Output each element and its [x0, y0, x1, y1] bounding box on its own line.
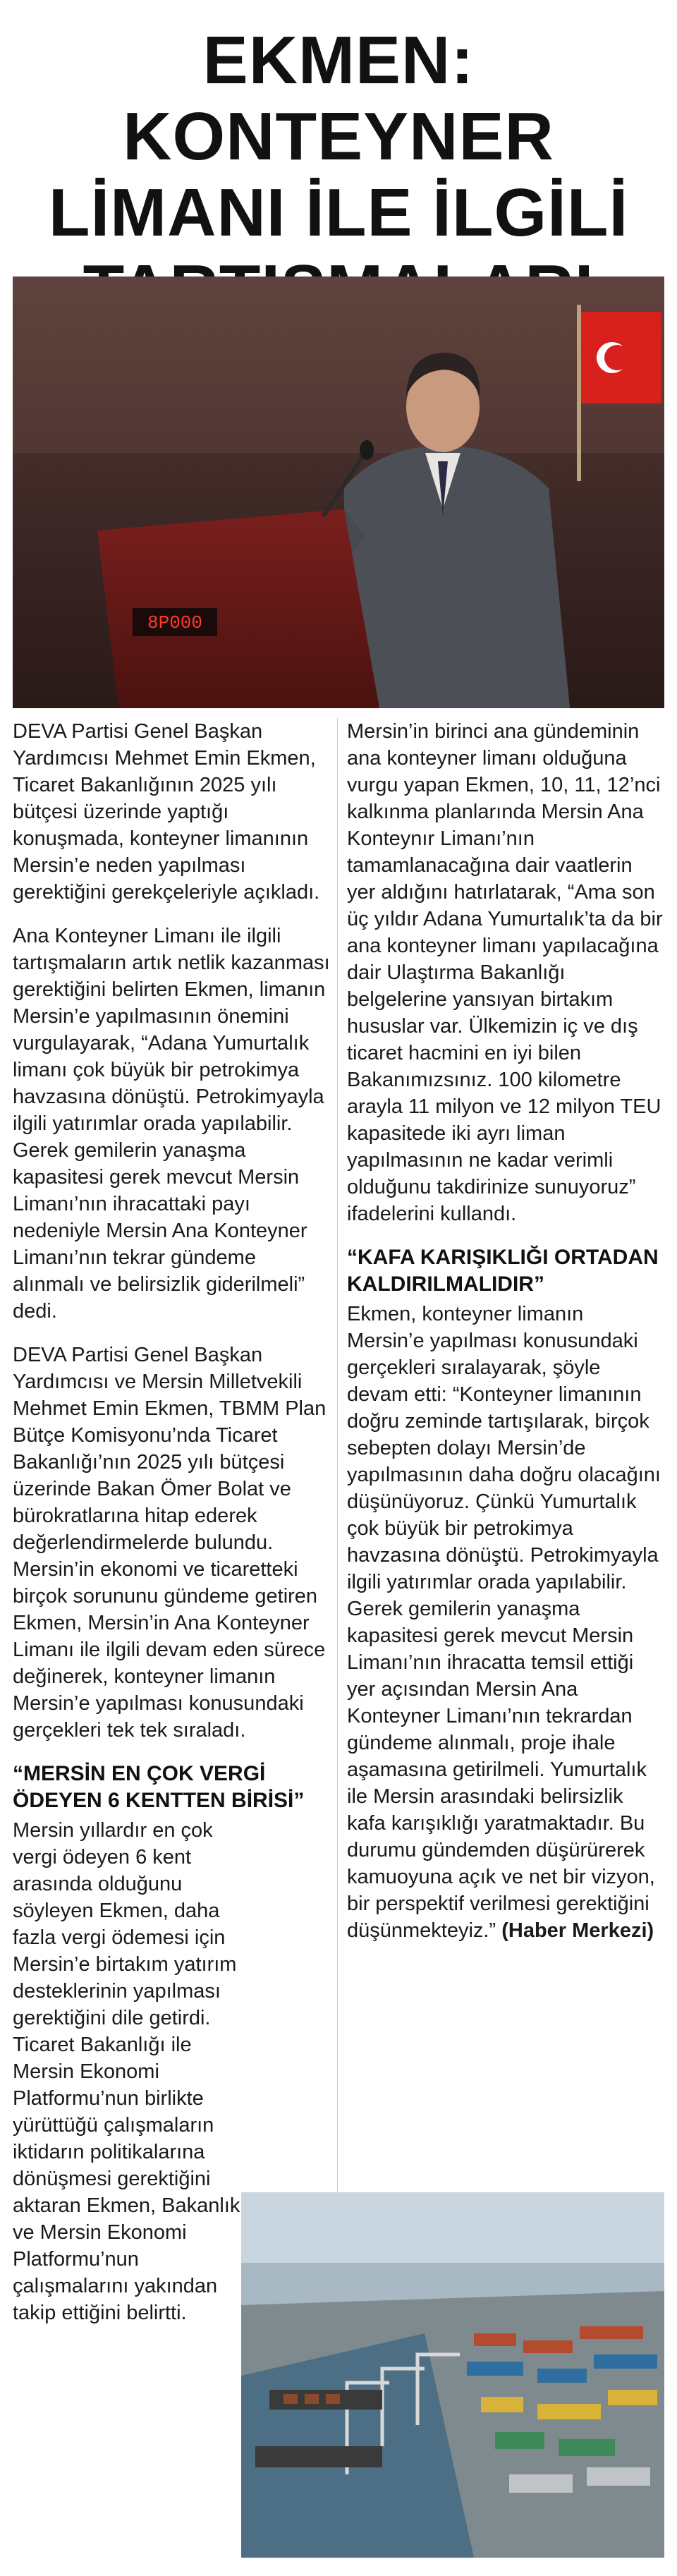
left-subheading: “MERSİN EN ÇOK VERGİ ÖDEYEN 6 KENTTEN BİRİSİ”: [13, 1762, 305, 1812]
speaker-photo: [13, 277, 664, 708]
port-photo-icon: [241, 2192, 664, 2558]
left-paragraph-3: DEVA Partisi Genel Başkan Yardımcısı ve Mersin Milletvekili Mehmet Emin Ekmen, TBMM Plan Bütçe Komisyonu’nda Ticaret Bakanlığı’nın 2025 yılı bütçesi üzerinde Bakan Ömer Bolat ve bürokratlarına hitap ederek değerlendirmelerde bulundu. Mersin’in ekonomi ve ticaretteki birçok sorununu gündeme getiren Ekmen, Mersin’in Ana Konteyner Limanı ile ilgili devam eden sürece değinerek, konteyner limanın Mersin’e yapılması konusundaki gerçekleri tek tek sıraladı.: [13, 1344, 327, 1742]
left-paragraph-1: DEVA Partisi Genel Başkan Yardımcısı Mehmet Emin Ekmen, Ticaret Bakanlığının 2025 yılı bütçesi üzerinde yaptığı konuşmada, konteyner limanının Mersin’e neden yapılması gerektiğini gerekçeleriyle açıkladı.: [13, 720, 320, 904]
right-paragraph-1: Mersin’in birinci ana gündeminin ana konteyner limanı olduğuna vurgu yapan Ekmen, 10, 11, 12’nci kalkınma planlarında Mersin Ana Konteynır Limanı’nın tamamlanacağına dair vaatlerin yer aldığını hatırlatarak, “Ama son üç yıldır Adana Yumurtalık’ta da bir ana konteyner limanı yapılacağına dair Ulaştırma Bakanlığı belgelerine yansıyan birtakım hususlar var. Ülkemizin iç ve dış ticaret hacmini en iyi bilen Bakanımızsınız. 100 kilometre arayla 11 milyon ve 12 milyon TEU kapasitede iki ayrı liman yapılmasının ne kadar verimli olduğunu takdirinize sunuyoruz” ifadelerini kullandı.: [347, 720, 663, 1225]
headline-line-2: LİMANI İLE İLGİLİ: [48, 175, 629, 250]
left-paragraph-4: Mersin yıllardır en çok vergi ödeyen 6 kent arasında olduğunu söyleyen Ekmen, daha fazla vergi ödemesi için Mersin’e birtakım yatırım desteklerinin yapılması gerektiğini dile getirdi. Ticaret Bakanlığı ile Mersin Ekonomi Platformu’nun birlikte yürüttüğü çalışmaların iktidarın politikalarına dönüşmesi gerektiğini aktaran Ekmen, Bakanlık ve Mersin Ekonomi Platformu’nun çalışmalarını yakından takip ettiğini belirtti.: [13, 1819, 240, 2324]
byline: (Haber Merkezi): [501, 1919, 654, 1942]
right-paragraph-2: [347, 1301, 664, 1944]
right-paragraph-2-text: Ekmen, konteyner limanın Mersin’e yapılması konusundaki gerçekleri sıralayarak, şöyle devam etti: “Konteyner limanının doğru zeminde tartışılarak, birçok sebepten dolayı Mersin’de yapılmasının daha doğru olacağını düşünüyoruz. Çünkü Yumurtalık çok büyük bir petrokimya havzasına dönüştü. Petrokimyayla ilgili yatırımlar orada yapılabilir. Gerek gemilerin yanaşma kapasitesi gerek mevcut Mersin Limanı’nın ihracatta temsil ettiği yer açısından Mersin Ana Konteyner Limanı’nın tekrardan gündeme alınmalı, proje ihale aşamasına getirilmeli. Yumurtalık ile Mersin arasındaki belirsizlik kafa karışıklığı yaratmaktadır. Bu durumu gündemden düşürürerek kamuoyuna açık ve net bir vizyon, bir perspektif verilmesi gerektiğini düşünmekteyiz.”: [347, 1303, 661, 1942]
left-paragraph-2: Ana Konteyner Limanı ile ilgili tartışmaların artık netlik kazanması gerektiğini belirten Ekmen, limanın Mersin’e yapılmasının önemini vurgulayarak, “Adana Yumurtalık limanı çok büyük bir petrokimya havzasına dönüştü. Petrokimyayla ilgili yatırımlar orada yapılabilir. Gerek gemilerin yanaşma kapasitesi gerek mevcut Mersin Limanı’nın ihracattaki payı nedeniyle Mersin Ana Konteyner Limanı’nın tekrar gündeme alınmalı ve belirsizlik giderilmeli” dedi.: [13, 925, 330, 1323]
svg-text:8P000: 8P000: [147, 612, 203, 633]
port-photo: [241, 2192, 664, 2558]
speaker-photo-icon: [13, 277, 664, 708]
right-subheading: “KAFA KARIŞIKLIĞI ORTADAN KALDIRILMALIDIR”: [347, 1246, 659, 1296]
headline-line-1: EKMEN: KONTEYNER: [123, 23, 554, 174]
